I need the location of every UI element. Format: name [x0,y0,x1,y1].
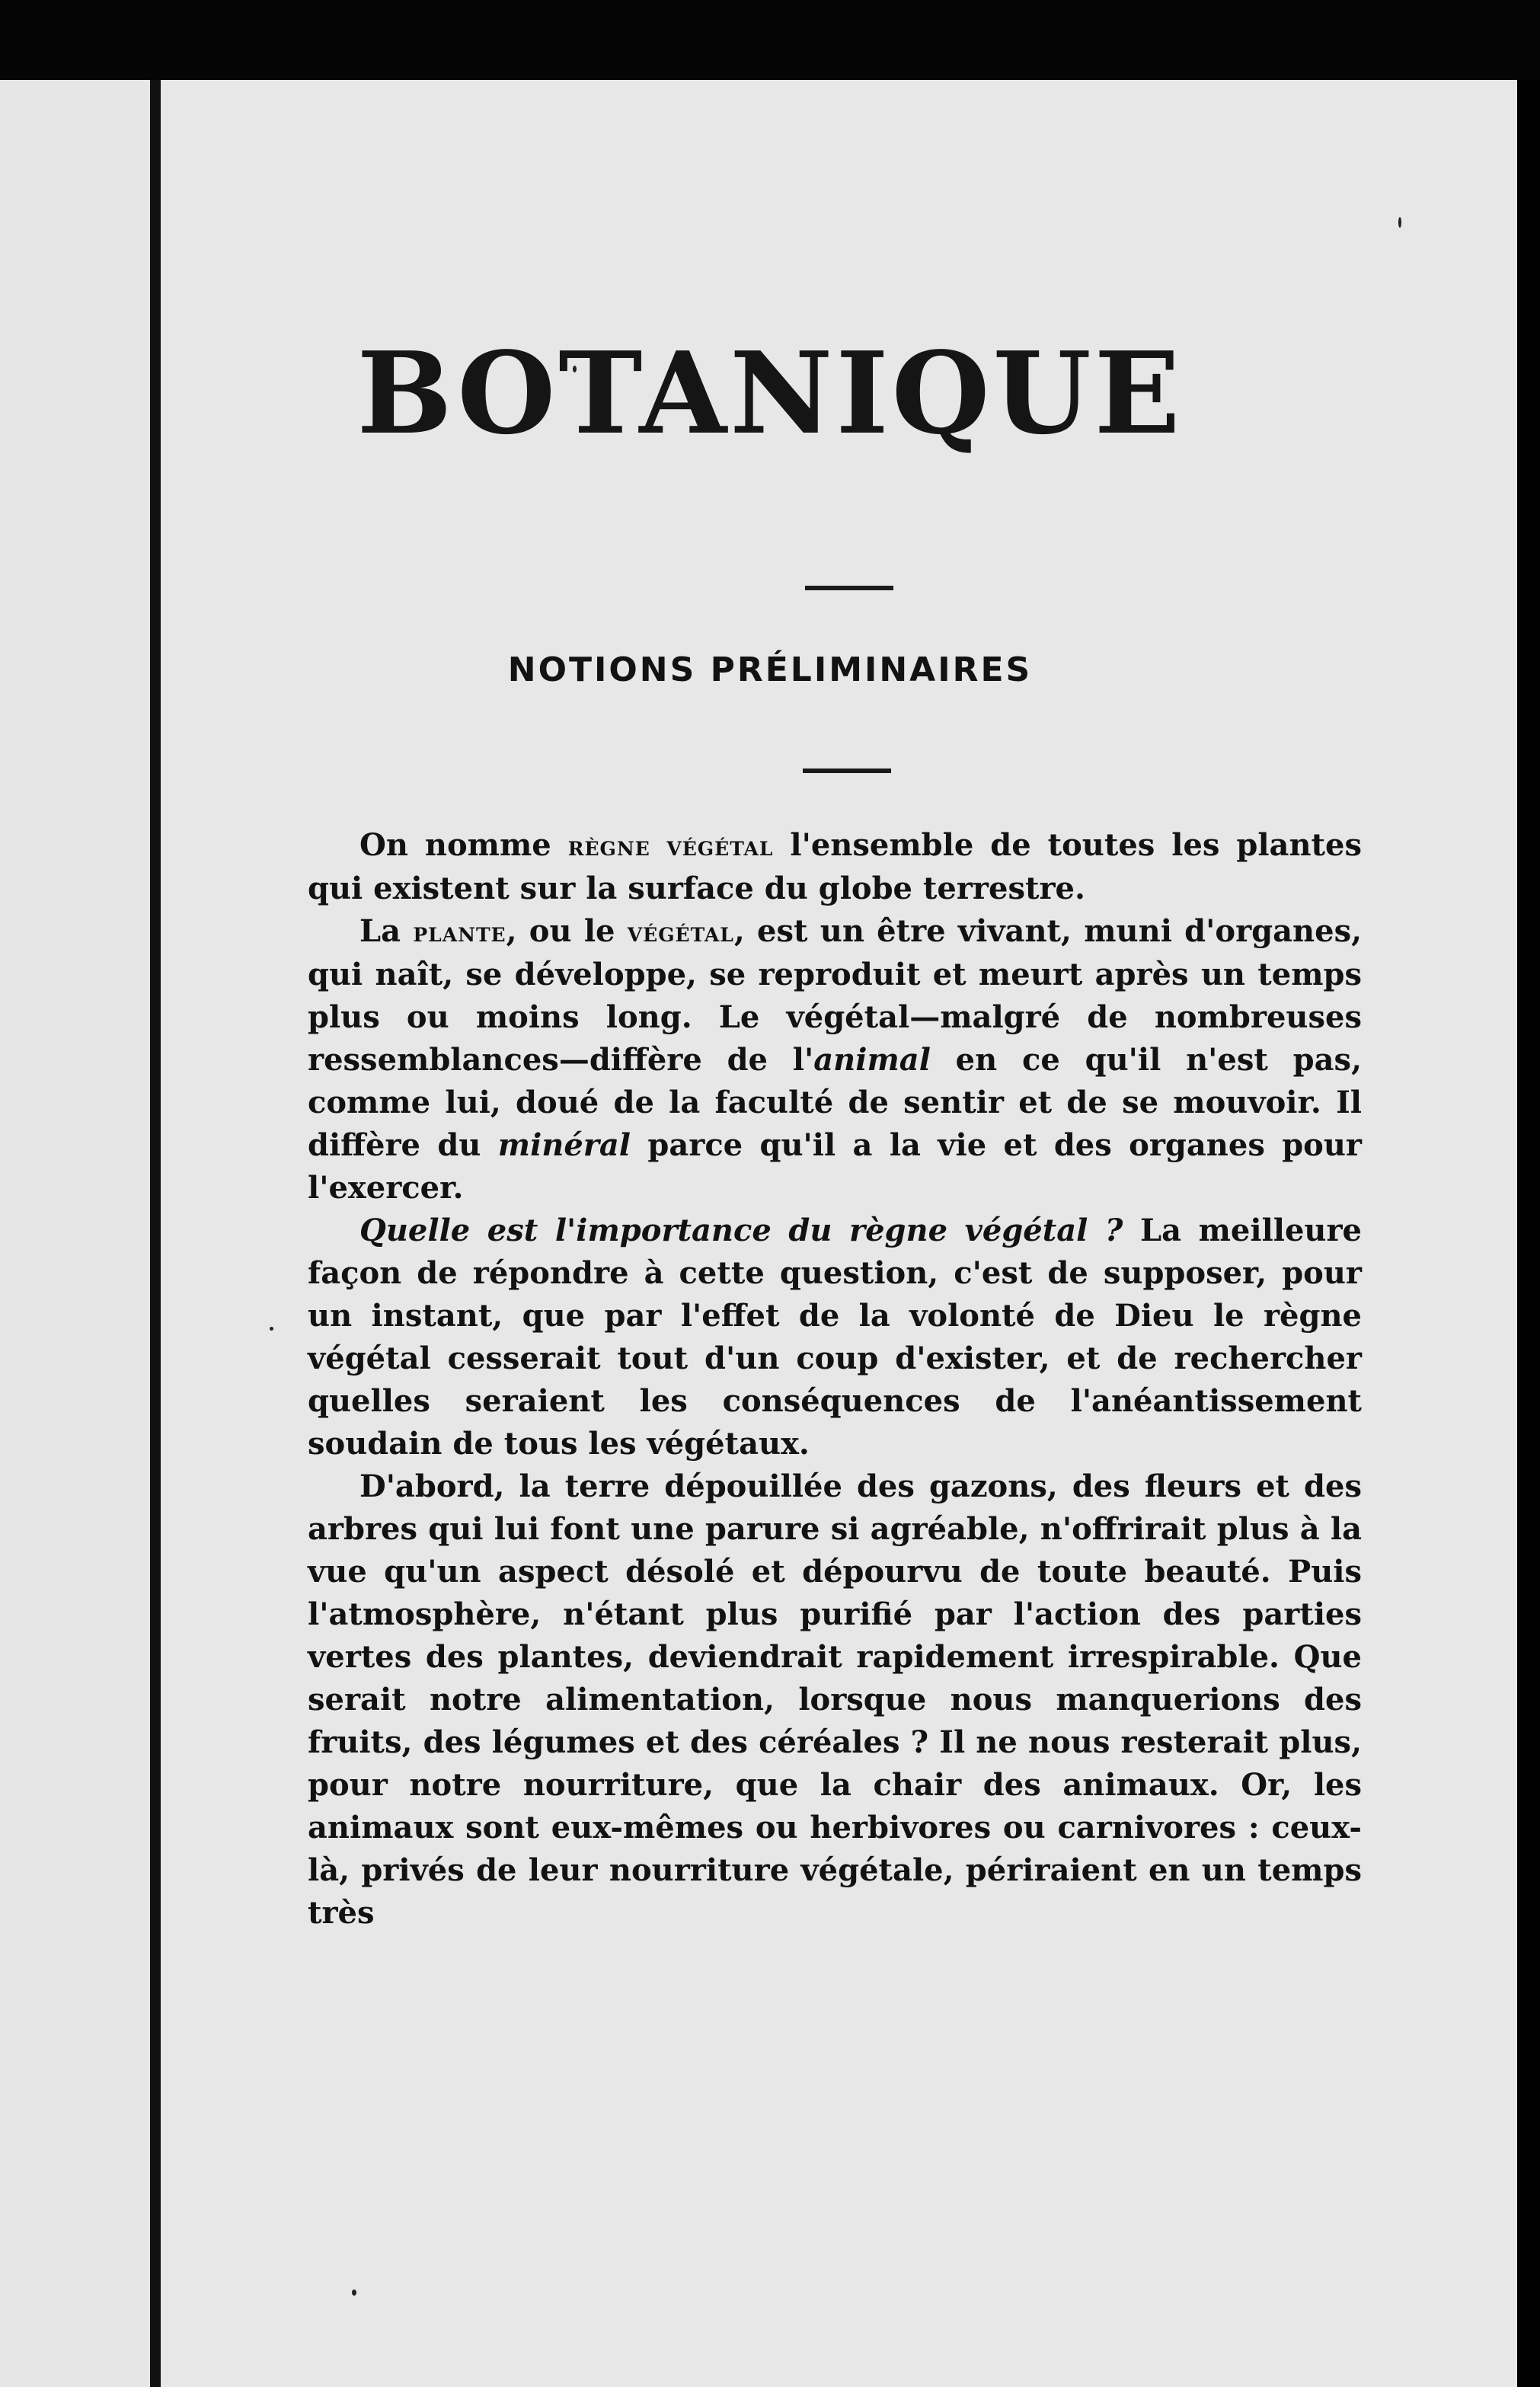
small-caps-term: végétal [627,916,734,948]
text-run: l'ensemble de toutes les plantes qui existent sur la surface du globe terrestre. [308,827,1362,906]
text-run: en ce qu'il n'est pas, comme lui, doué de la faculté de sentir et de se mouvoir. Il diffère du [308,1042,1362,1163]
text-run: parce qu'il a la vie et des organes pour l'exercer. [308,1127,1362,1206]
page-title: BOTANIQUE [356,327,1184,459]
section-subtitle: NOTIONS PRÉLIMINAIRES [507,650,1033,689]
small-caps-term: plante [413,916,506,948]
paragraph [308,1209,1362,1465]
text-run: On nomme [359,827,568,863]
text-run: , ou le [506,913,628,949]
text-run: , est un être vivant, muni d'organes, qui naît, se développe, se reproduit et meurt après un temps plus ou moins long. Le végétal—malgré de nombreuses ressemblances—diffère de l' [308,913,1363,1078]
text-run: La [359,913,414,949]
body-text [308,824,1362,1935]
scan-speck [270,1327,273,1331]
paragraph [308,1465,1362,1935]
text-run: La meilleure façon de répondre à cette question, c'est de supposer, pour un instant, que par l'effet de la volonté de Dieu le règne végétal cesserait tout d'un coup d'exister, et de rechercher quelles seraient les conséquences de l'anéantissement soudain de tous les végétaux. [308,1213,1363,1462]
scan-speck [1398,217,1401,228]
scan-speck [352,2290,356,2296]
text-run: D'abord, la terre dépouillée des gazons, des fleurs et des arbres qui lui font une parure si agréable, n'offrirait plus à la vue qu'un aspect désolé et dépourvu de toute beauté. Puis l'atmosphère, n'étant plus purifié par l'action des parties vertes des plantes, deviendrait rapidement irrespirable. Que serait notre alimentation, lorsque nous manquerions des fruits, des légumes et des céréales ? Il ne nous resterait plus, pour notre nourriture, que la chair des animaux. Or, les animaux sont eux-mêmes ou herbivores ou carnivores : ceux-là, privés de leur nourriture végétale, périraient en un temps très [308,1468,1362,1931]
paragraph [308,910,1362,1209]
small-caps-term: règne végétal [567,830,774,862]
subtitle-divider [803,769,891,773]
scan-top-border [0,0,1540,80]
italic-term: minéral [497,1127,631,1163]
title-divider [805,586,893,590]
paragraph [308,824,1362,910]
italic-question: Quelle est l'importance du règne végétal ? [359,1213,1123,1248]
italic-term: animal [813,1042,931,1078]
